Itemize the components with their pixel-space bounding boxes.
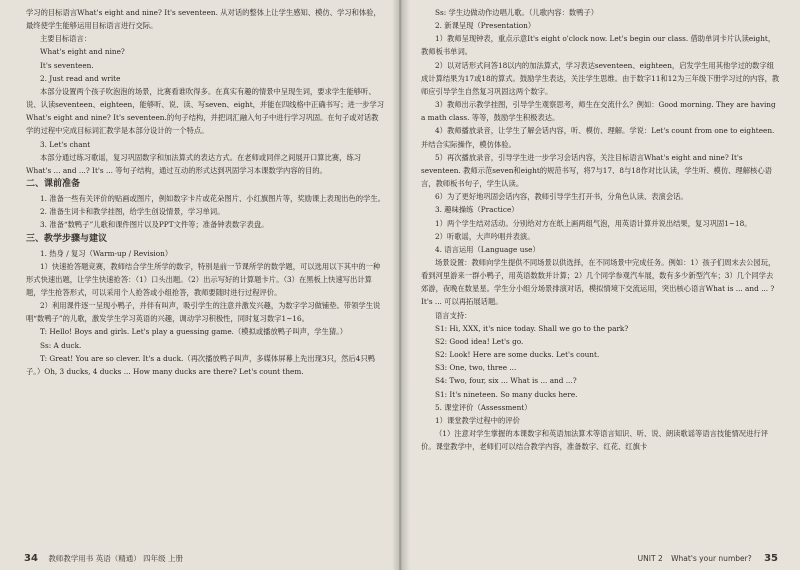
paragraph: 2. Just read and write [40, 73, 121, 83]
paragraph: 3）教师出示教学挂图，引导学生观察思考，师生在交流什么？例如：Good morning. They are having a math class. 等等，鼓励学生积极表达。 [421, 100, 776, 123]
left-page-body [26, 6, 385, 378]
paragraph: 3. 趣味操练（Practice） [435, 205, 519, 215]
paragraph: S4: Two, four, six ... What is ... and ...? [435, 376, 577, 386]
paragraph: 1）课堂教学过程中的评价 [435, 415, 520, 425]
right-page-number: 35 [764, 553, 778, 564]
paragraph: 主要目标语言： [40, 34, 92, 44]
paragraph: T: Hello! Boys and girls. Let's play a guessing game.（模拟或播放鸭子叫声，学生猜。） [40, 327, 348, 337]
paragraph: 场景设置：教师向学生提供不同场景以供选择，在不同场景中完成任务。例如：1）孩子们周末去公园玩，看到河里游来一群小鸭子，用英语数数并计算；2）几个同学参观汽车展，数有多少新型汽车；3）几个同学去郊游，夜晚在数星星。学生分小组分场景排演对话，模拟情境下交流运用，突出核心语言What is ... and ... ? It's ... 可以再拓展话题。 [421, 257, 776, 307]
paragraph: （1）注意对学生掌握的本课数字和英语加法算术等语言知识、听、说、朗读歌谣等语言技能情况进行评价。课堂教学中，老师们可以结合教学内容，准备数字、红花、红旗卡 [421, 429, 768, 452]
paragraph: 1. 准备一些有关评价的贴画或图片，例如数字卡片或花朵图片、小红旗图片等，奖励课上表现出色的学生。 [40, 194, 385, 204]
paragraph: 2. 新课呈现（Presentation） [435, 21, 536, 31]
paragraph: 语言支持： [435, 310, 472, 320]
right-page-footer [638, 552, 778, 566]
paragraph: 5. 课堂评价（Assessment） [435, 402, 532, 412]
paragraph: Ss: 学生边做动作边唱儿歌。（儿歌内容：数鸭子） [435, 8, 599, 17]
paragraph: 1）快速抢答题竞赛，教师结合学生所学的数字，特别是前一节课所学的数学题，可以选用以下其中的一种形式快速出题，让学生快速抢答：（1）口头出题。（2）出示写好的计算题卡片。（3）在黑板上快速写出计算题，学生抢答形式，可以采用个人抢答或小组抢答，教师要随时进行过程评价。 [26, 261, 381, 297]
section-heading: 三、教学步骤与建议 [26, 233, 108, 244]
paragraph: 5）再次播放录音，引导学生进一步学习会话内容，关注目标语言What's eight and nine? It's seventeen. 教师示范seven和eight的规范书写，将7与17、8与18作对比认读，学生听、模仿、理解核心语言，教师板书句子，学生认读。 [421, 152, 772, 189]
paragraph: 2）利用课件逐一呈现小鸭子，并伴有叫声，吸引学生的注意并激发兴趣，为数字学习做铺垫。带领学生说唱“数鸭子”的儿歌，激发学生学习英语的兴趣，调动学习积极性，同时复习数字1~16。 [26, 301, 381, 324]
paragraph: What's eight and nine? [40, 47, 125, 57]
paragraph: 2）以对话形式问答18以内的加法算式，学习表达seventeen、eighteen，启发学生用其他学过的数字组成计算结果为17或18的算式。鼓励学生表达，关注学生思维。由于数字11和12为三年级下册学习过的内容，教师应引导学生自然复习巩固这两个数字。 [421, 60, 780, 96]
paragraph: It's seventeen. [40, 60, 94, 70]
unit-title: What's your number? [671, 554, 752, 563]
paragraph: 本部分通过练习歌谣，复习巩固数字和加法算式的表达方式。在老师或同伴之间展开口算比赛，练习What's ... and ...? It's ... 等句子结构，通过互动的形式达到巩固学习本课数学内容的目的。 [26, 152, 362, 175]
paragraph: 4）教师播放录音，让学生了解会话内容，听、模仿、理解。学说：Let's count from one to eighteen. 并结合实际操作，模仿体验。 [421, 126, 775, 149]
paragraph: 1. 热身 / 复习（Warm-up / Revision） [40, 248, 173, 258]
paragraph: S1: It's nineteen. So many ducks here. [435, 389, 578, 399]
paragraph: Ss: A duck. [40, 340, 82, 350]
left-page-number: 34 [24, 553, 38, 564]
paragraph: 2. 准备生词卡和教学挂图，给学生创设情景，学习单词。 [40, 207, 225, 217]
section-heading: 二、课前准备 [26, 179, 81, 190]
paragraph: 1）两个学生结对活动。分别给对方在纸上画两组气泡，用英语计算并说出结果，复习巩固1~18。 [435, 218, 752, 228]
paragraph: S3: One, two, three ... [435, 363, 517, 373]
left-page [0, 0, 399, 570]
paragraph: S1: Hi, XXX, it's nice today. Shall we go to the park? [435, 323, 629, 333]
paragraph: 本部分设置两个孩子吹泡泡的场景，比赛看谁吹得多。在真实有趣的情景中呈现生词，要求学生能够听、说、认读seventeen、eighteen，能够听、说、读、写seven、eight，并能在四线格中正确书写；进一步学习What's eight and nine? It's seventeen.的句子结构，并把词汇融入句子中进行学习巩固。在句子或对话教学的过程中完成目标词汇教学是本部分设计的一个特点。 [26, 86, 385, 136]
paragraph: T: Great! You are so clever. It's a duck.（再次播放鸭子叫声，多媒体屏幕上先出现3只，然后4只鸭子。）Oh, 3 ducks, 4 ducks ... How many ducks are there? Let's count them. [26, 353, 376, 376]
paragraph: S2: Look! Here are some ducks. Let's count. [435, 350, 600, 360]
right-page-body [421, 6, 780, 453]
paragraph: 学习的目标语言What's eight and nine? It's seventeen. 从对话的整体上让学生感知、模仿、学习和体验，最终使学生能够运用目标语言进行交际。 [26, 8, 381, 31]
right-page [401, 0, 800, 570]
paragraph: 3. Let's chant [40, 139, 91, 149]
left-footer-text: 教师教学用书 英语（精通） 四年级 上册 [48, 554, 183, 563]
paragraph: 2）听歌谣，大声吟唱并表演。 [435, 231, 535, 241]
paragraph: 4. 语言运用（Language use） [435, 244, 540, 254]
unit-label: UNIT 2 [637, 554, 663, 563]
paragraph: 1）教师呈现钟表，重点示意It's eight o'clock now. Let's begin our class. 借助单词卡片认读eight，教师板书单词。 [421, 34, 776, 57]
paragraph: 6）为了更好地巩固会话内容，教师引导学生打开书，分角色认读、表演会话。 [435, 192, 688, 202]
paragraph: S2: Good idea! Let's go. [435, 336, 524, 346]
left-page-footer [24, 552, 183, 566]
paragraph: 3. 准备“数鸭子”儿歌和课件图片以及PPT文件等；准备钟表数字表盘。 [40, 220, 269, 230]
